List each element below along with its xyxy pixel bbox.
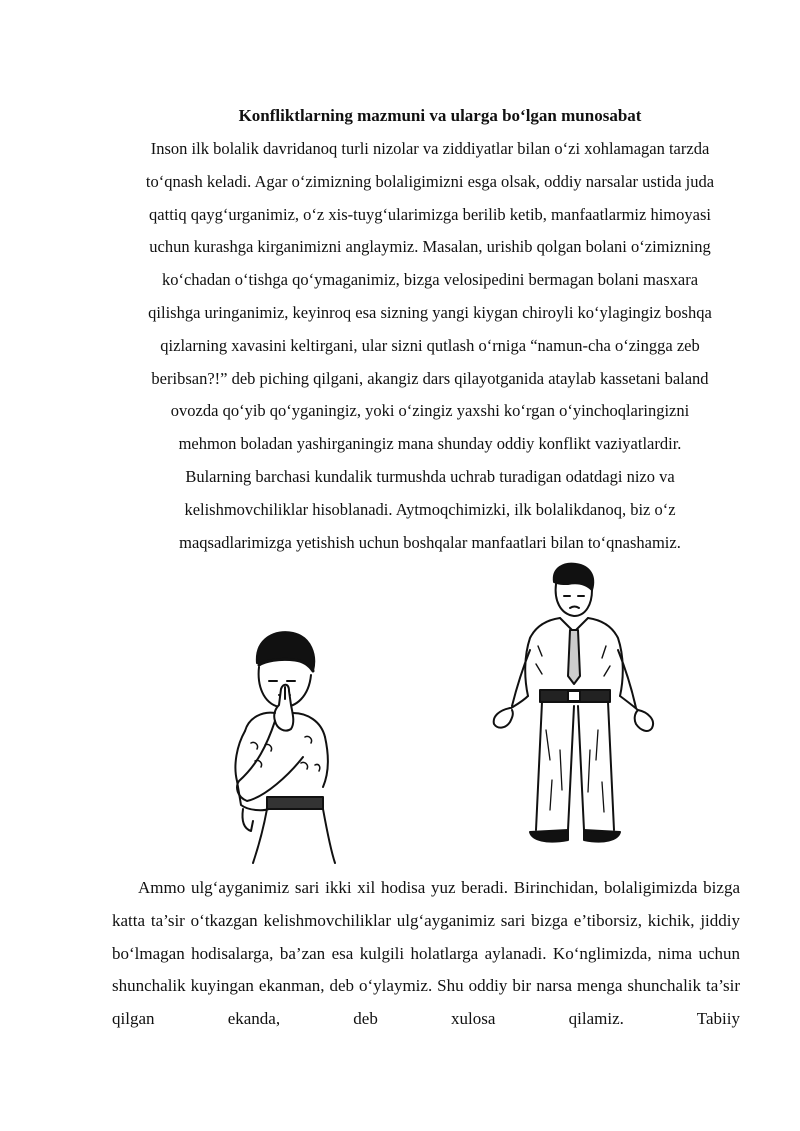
text-line: uchun kurashga kirganimizni anglaymiz. Masalan, urishib qolgan bolani o‘zimizning [149, 237, 711, 257]
text-line: Bularning barchasi kundalik turmushda uchrab turadigan odatdagi nizo va [185, 466, 675, 486]
text-line: to‘qnash keladi. Agar o‘zimizning bolaligimizni esga olsak, oddiy narsalar ustida juda [145, 171, 715, 191]
text-line: qizlarning xavasini keltirgani, ular sizni qutlash o‘rniga “namun-cha o‘zingga zeb [160, 335, 700, 355]
shrugging-man-illustration [480, 560, 660, 860]
thinking-woman-illustration [205, 625, 345, 865]
text-line: ovozda qo‘yib qo‘yganingiz, yoki o‘zingiz yaxshi ko‘rgan o‘yinchoqlaringizni [170, 401, 690, 421]
text-line: ko‘chadan o‘tishga qo‘ymaganimiz, bizga velosipedini bermagan bolani masxara [161, 270, 699, 290]
text-line: Inson ilk bolalik davridanoq turli nizolar va ziddiyatlar bilan o‘zi xohlamagan tarzda [150, 139, 710, 158]
text-line: mehmon boladan yashirganingiz mana shunday oddiy konflikt vaziyatlardir. [178, 434, 682, 454]
body-paragraph [112, 872, 740, 1036]
text-line: qattiq qayg‘urganimiz, o‘z xis-tuyg‘ularimizga berilib ketib, manfaatlarmiz himoyasi [149, 204, 711, 224]
intro-text-block [110, 133, 750, 559]
text-line: maqsadlarimizga yetishish uchun boshqalar manfaatlari bilan to‘qnashamiz. [179, 532, 681, 552]
text-line: qilishga uringanimiz, keyinroq esa sizning yangi kiygan chiroyli ko‘ylagingiz boshqa [148, 302, 712, 322]
text-line: beribsan?!” deb piching qilgani, akangiz dars qilayotganida ataylab kassetani baland [151, 368, 709, 388]
paragraph-text: Ammo ulg‘ayganimiz sari ikki xil hodisa yuz beradi. Birinchidan, bolaligimizda bizga katta ta’sir o‘tkazgan kelishmovchiliklar ulg‘ayganimiz sari bizga e’tiborsiz, kichik, jiddiy bo‘lmagan hodisalarga, ba’zan esa kulgili holatlarga aylanadi. Ko‘nglimizda, nima uchun shunchalik kuyingan ekanman, deb o‘ylaymiz. Shu oddiy bir narsa menga shunchalik ta’sir qilgan ekanda, deb xulosa qilamiz. Tabiiy [112, 878, 740, 1029]
page-title: Konfliktlarning mazmuni va ularga bo‘lgan munosabat [238, 106, 642, 125]
text-line: kelishmovchiliklar hisoblanadi. Aytmoqchimizki, ilk bolalikdanoq, biz o‘z [184, 499, 676, 519]
